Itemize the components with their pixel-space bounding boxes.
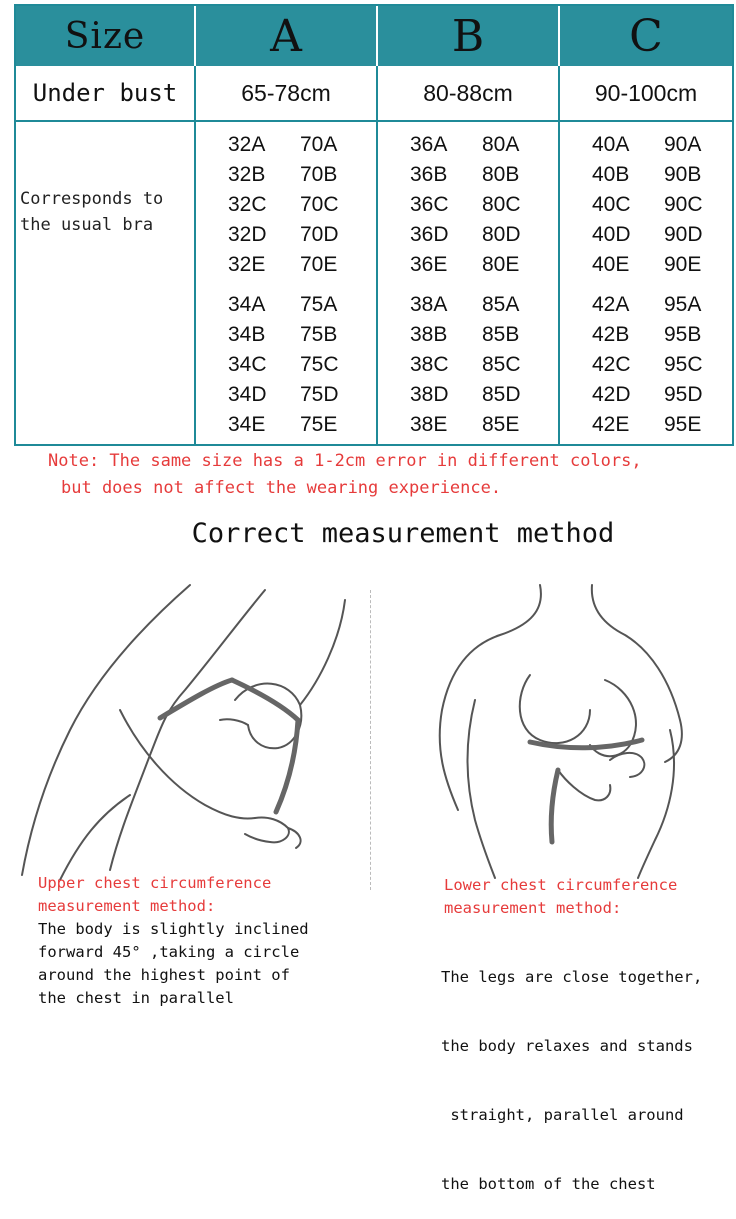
upper-method-description <box>38 918 309 1010</box>
size-eu: 85A <box>482 293 520 316</box>
size-eu: 95E <box>664 413 702 436</box>
size-row <box>592 350 736 380</box>
lower-desc-line: the body relaxes and stands <box>441 1037 693 1055</box>
column-divider <box>376 66 378 446</box>
under-bust-label-cell <box>16 66 194 120</box>
size-us: 38C <box>410 353 449 376</box>
size-row <box>592 190 736 220</box>
header-size-label: Size <box>64 15 146 57</box>
size-row <box>592 220 736 250</box>
corresponds-line-2: the usual bra <box>20 215 154 235</box>
figure-divider <box>370 590 371 890</box>
header-size-cell <box>16 6 194 66</box>
size-us: 42B <box>592 323 630 346</box>
size-row <box>592 130 736 160</box>
size-row <box>228 250 372 280</box>
upper-desc-line: The body is slightly inclined <box>38 920 309 938</box>
size-eu: 95B <box>664 323 702 346</box>
under-bust-label: Under bust <box>32 79 178 107</box>
size-eu: 70E <box>300 253 338 276</box>
note-line-2: but does not affect the wearing experience. <box>61 478 502 498</box>
corresponds-line-1: Corresponds to <box>20 189 164 209</box>
header-col-c <box>560 6 732 66</box>
size-eu: 75D <box>300 383 339 406</box>
header-col-a <box>196 6 376 66</box>
size-us: 34E <box>228 413 266 436</box>
size-eu: 85E <box>482 413 520 436</box>
size-row <box>410 410 554 440</box>
lower-chest-illustration <box>380 580 736 880</box>
size-row <box>592 250 736 280</box>
lower-method-description <box>441 920 702 1219</box>
size-us: 42E <box>592 413 630 436</box>
size-row <box>410 320 554 350</box>
size-row <box>410 220 554 250</box>
size-row <box>592 160 736 190</box>
under-bust-range-b <box>378 66 558 120</box>
lower-method-title <box>444 874 677 920</box>
header-divider <box>376 6 378 66</box>
size-eu: 80C <box>482 193 521 216</box>
size-eu: 95D <box>664 383 703 406</box>
under-bust-range-a <box>196 66 376 120</box>
size-us: 40D <box>592 223 631 246</box>
size-us: 42D <box>592 383 631 406</box>
size-us: 36E <box>410 253 448 276</box>
size-eu: 80D <box>482 223 521 246</box>
size-list-b <box>410 130 554 440</box>
range-b-text: 80-88cm <box>423 79 513 106</box>
size-row <box>410 190 554 220</box>
size-eu: 75B <box>300 323 338 346</box>
size-row <box>410 290 554 320</box>
size-row <box>410 380 554 410</box>
size-eu: 85C <box>482 353 521 376</box>
size-list-a <box>228 130 372 440</box>
size-row <box>228 190 372 220</box>
size-eu: 75A <box>300 293 338 316</box>
size-eu: 90C <box>664 193 703 216</box>
size-us: 42A <box>592 293 630 316</box>
size-row <box>228 350 372 380</box>
size-us: 34D <box>228 383 267 406</box>
size-row <box>592 380 736 410</box>
size-eu: 90E <box>664 253 702 276</box>
range-c-text: 90-100cm <box>594 79 698 106</box>
size-row <box>410 350 554 380</box>
header-col-a-label: A <box>270 10 302 62</box>
size-row <box>592 410 736 440</box>
size-us: 38B <box>410 323 448 346</box>
size-us: 32D <box>228 223 267 246</box>
size-us: 36B <box>410 163 448 186</box>
size-row <box>592 320 736 350</box>
size-us: 36C <box>410 193 449 216</box>
size-eu: 70A <box>300 133 338 156</box>
lower-desc-line: The legs are close together, <box>441 968 703 986</box>
size-us: 40A <box>592 133 630 156</box>
size-row <box>410 160 554 190</box>
size-us: 36A <box>410 133 448 156</box>
size-eu: 80B <box>482 163 520 186</box>
size-us: 34B <box>228 323 266 346</box>
size-eu: 70C <box>300 193 339 216</box>
size-eu: 85B <box>482 323 520 346</box>
upper-desc-line: the chest in parallel <box>38 989 234 1007</box>
size-eu: 80A <box>482 133 520 156</box>
upper-chest-illustration <box>0 580 368 880</box>
size-us: 32E <box>228 253 266 276</box>
size-us: 40E <box>592 253 630 276</box>
size-row <box>410 250 554 280</box>
size-us: 34C <box>228 353 267 376</box>
size-eu: 95A <box>664 293 702 316</box>
header-divider <box>558 6 560 66</box>
upper-title-line-2: measurement method: <box>38 897 216 915</box>
size-table <box>14 4 734 446</box>
upper-title-line-1: Upper chest circumference <box>38 874 272 892</box>
lower-title-line-1: Lower chest circumference <box>444 876 678 894</box>
header-col-b-label: B <box>451 10 485 62</box>
upper-desc-line: around the highest point of <box>38 966 290 984</box>
upper-method-title <box>38 872 271 918</box>
size-us: 36D <box>410 223 449 246</box>
size-row <box>228 410 372 440</box>
size-eu: 75E <box>300 413 338 436</box>
upper-desc-line: forward 45° ,taking a circle <box>38 943 300 961</box>
size-us: 32A <box>228 133 266 156</box>
size-row <box>228 160 372 190</box>
size-us: 42C <box>592 353 631 376</box>
size-us: 40B <box>592 163 630 186</box>
size-eu: 85D <box>482 383 521 406</box>
size-list-c <box>592 130 736 440</box>
size-eu: 75C <box>300 353 339 376</box>
header-divider <box>194 6 196 66</box>
size-eu: 95C <box>664 353 703 376</box>
size-us: 32B <box>228 163 266 186</box>
size-us: 32C <box>228 193 267 216</box>
size-eu: 90A <box>664 133 702 156</box>
header-col-c-label: C <box>629 10 663 62</box>
size-row <box>228 380 372 410</box>
size-eu: 80E <box>482 253 520 276</box>
corresponds-cell <box>20 122 196 446</box>
size-us: 38E <box>410 413 448 436</box>
size-eu: 90B <box>664 163 702 186</box>
range-a-text: 65-78cm <box>241 79 331 106</box>
size-eu: 90D <box>664 223 703 246</box>
note-line-1: Note: The same size has a 1-2cm error in different colors, <box>48 451 642 471</box>
size-eu: 70B <box>300 163 338 186</box>
corresponds-label <box>20 186 163 238</box>
lower-desc-line: the bottom of the chest <box>441 1175 656 1193</box>
size-us: 38A <box>410 293 448 316</box>
size-us: 38D <box>410 383 449 406</box>
lower-title-line-2: measurement method: <box>444 899 622 917</box>
size-row <box>228 320 372 350</box>
method-title: Correct measurement method <box>191 518 615 549</box>
size-row <box>228 130 372 160</box>
under-bust-range-c <box>560 66 732 120</box>
size-row <box>592 290 736 320</box>
size-eu: 70D <box>300 223 339 246</box>
column-divider <box>558 66 560 446</box>
size-us: 34A <box>228 293 266 316</box>
size-row <box>228 290 372 320</box>
size-row <box>410 130 554 160</box>
lower-desc-line: straight, parallel around <box>441 1106 684 1124</box>
header-col-b <box>378 6 558 66</box>
size-note <box>48 448 736 502</box>
size-us: 40C <box>592 193 631 216</box>
size-row <box>228 220 372 250</box>
